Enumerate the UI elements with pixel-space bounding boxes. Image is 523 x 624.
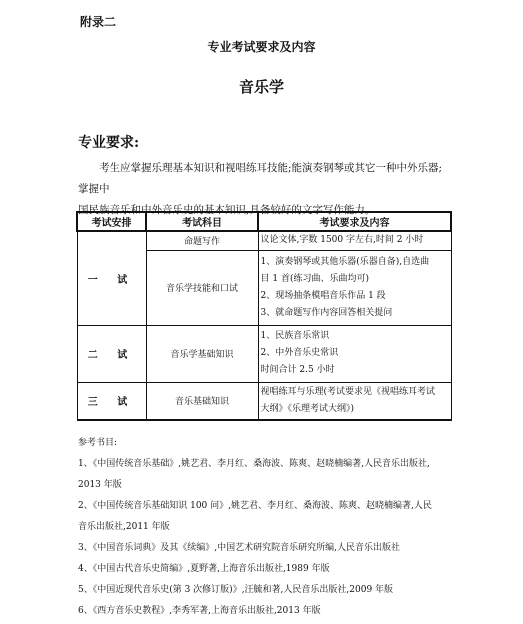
table-row (77, 325, 451, 382)
reference-line: 2013 年版 (78, 480, 122, 490)
reference-line: 1、《中国传统音乐基础》,姚艺君、李月红、桑海波、陈爽、赵晓楠编著,人民音乐出版社, (78, 459, 430, 469)
header-exam-arrangement: 考试安排 (77, 212, 146, 231)
reference-line: 2、《中国传统音乐基础知识 100 问》,姚艺君、李月红、桑海波、陈爽、赵晓楠编著,人民 (78, 501, 432, 511)
reference-line: 3、《中国音乐词典》及其《续编》,中国艺术研究院音乐研究所编,人民音乐出版社 (78, 543, 400, 553)
content-performance (258, 250, 451, 325)
reference-line: 5、《中国近现代音乐史(第 3 次修订版)》,汪毓和著,人民音乐出版社,2009 年版 (78, 585, 394, 595)
content-line: 2、中外音乐史常识 (260, 348, 339, 358)
paragraph-text: 考生应掌握乐理基本知识和视唱练耳技能;能演奏钢琴或其它一种中外乐器;掌握中 (78, 162, 443, 195)
round-second: 二 试 (77, 325, 146, 382)
subject-essay: 命题写作 (146, 231, 258, 250)
content-essay: 议论文体,字数 1500 字左右,时间 2 小时 (258, 231, 451, 250)
reference-line: 6、《西方音乐史教程》,李秀军著,上海音乐出版社,2013 年版 (78, 606, 321, 616)
content-line: 目 1 首(练习曲、乐曲均可) (260, 273, 369, 284)
paragraph-line (78, 158, 450, 200)
content-line: 3、就命题写作内容回答相关提问 (260, 307, 393, 318)
header-exam-content: 考试要求及内容 (258, 212, 451, 231)
subject-performance: 音乐学技能和口试 (146, 250, 258, 325)
subject-basics: 音乐学基础知识 (146, 325, 258, 382)
appendix-label: 附录二 (80, 15, 117, 29)
content-line: 视唱练耳与乐理(考试要求见《视唱练耳考试 (260, 386, 436, 397)
major-title: 音乐学 (238, 78, 284, 96)
content-line: 大纲》《乐理考试大纲》) (260, 403, 355, 414)
subject-music-basics: 音乐基础知识 (146, 382, 258, 420)
header-exam-subject: 考试科目 (146, 212, 258, 231)
references-section (78, 433, 432, 622)
exam-table (76, 211, 452, 421)
round-first: 一 试 (77, 231, 146, 325)
table-row (77, 382, 451, 420)
content-line: 时间合计 2.5 小时 (260, 365, 335, 375)
reference-line: 4、《中国古代音乐史简编》,夏野著,上海音乐出版社,1989 年版 (78, 564, 330, 574)
content-line: 2、现场抽条模唱音乐作品 1 段 (260, 290, 386, 301)
document-title: 专业考试要求及内容 (207, 40, 316, 54)
content-music-basics (258, 382, 451, 420)
references-title: 参考书目: (78, 438, 118, 448)
reference-line: 音乐出版社,2011 年版 (78, 522, 170, 532)
requirements-heading: 专业要求: (78, 135, 140, 151)
content-line: 1、民族音乐常识 (260, 331, 330, 341)
content-basics (258, 325, 451, 382)
table-header-row (77, 212, 451, 231)
content-line: 1、演奏钢琴或其他乐器(乐器自备),自选曲 (260, 256, 430, 267)
paragraph-line: 国民族音乐和中外音乐史的基本知识,具备较好的文字写作能力。 (78, 204, 376, 216)
round-third: 三 试 (77, 382, 146, 420)
table-row (77, 231, 451, 250)
